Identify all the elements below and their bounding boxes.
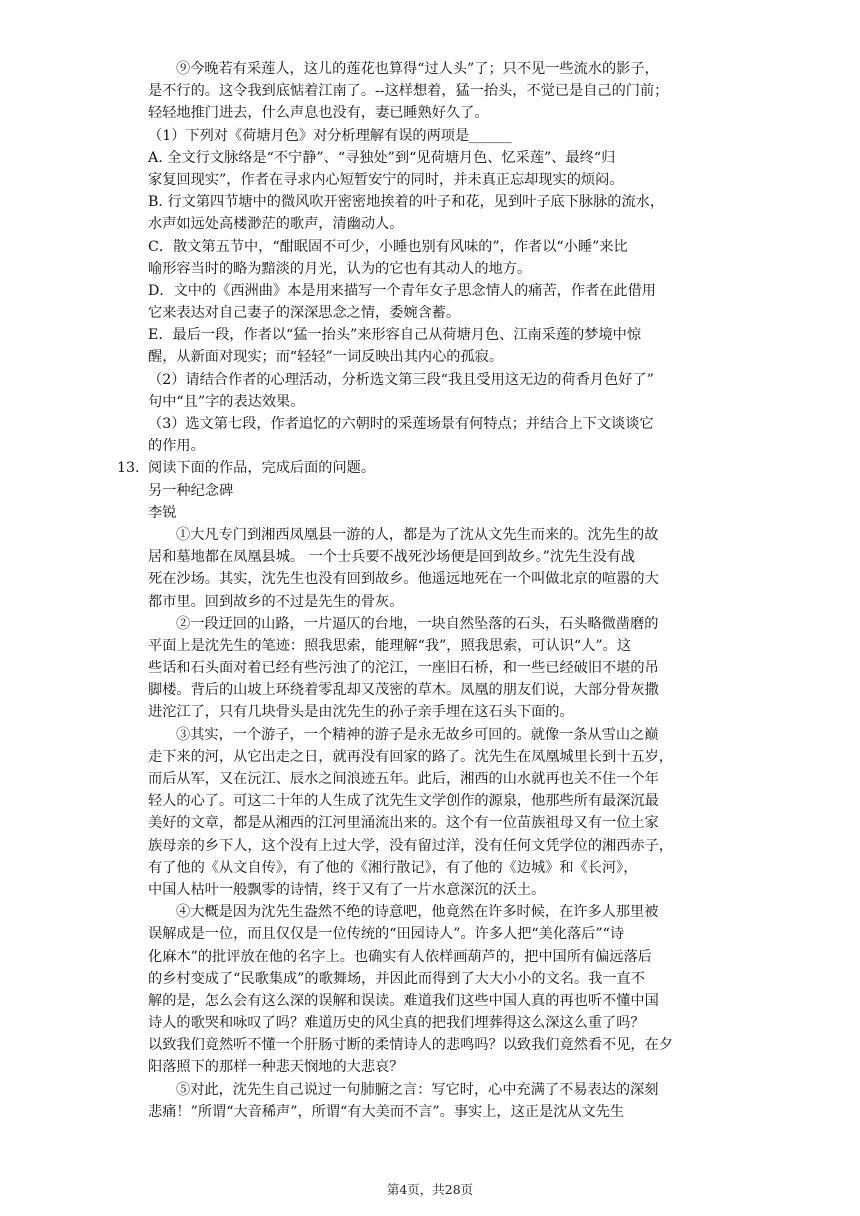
line-text: 化麻木”的批评放在他的名字上。也确实有人依样画葫芦的，把中国所有偏远落后 bbox=[148, 948, 652, 965]
line-text: ①大凡专门到湘西凤凰县一游的人，都是为了沈从文先生而来的。沈先生的故 bbox=[176, 526, 659, 543]
line-text: ④大概是因为沈先生盎然不绝的诗意吧，他竟然在许多时候，在许多人那里被 bbox=[176, 904, 659, 921]
line-text: 李锐 bbox=[148, 504, 177, 521]
line-text: 误解成是一位，而且仅仅是一位传统的“田园诗人”。许多人把“美化落后”“诗 bbox=[148, 926, 625, 943]
line-text: 中国人枯叶一般飘零的诗情，终于又有了一片水意深沉的沃土。 bbox=[148, 881, 546, 898]
text-line bbox=[148, 480, 714, 502]
text-line bbox=[148, 613, 714, 635]
text-line bbox=[148, 169, 714, 191]
text-line bbox=[148, 1101, 714, 1123]
line-text: 有了他的《从文自传》，有了他的《湘行散记》，有了他的《边城》和《长河》， bbox=[148, 859, 638, 876]
text-line bbox=[148, 724, 714, 746]
line-text: 阳落照下的那样一种悲天悯地的大悲哀？ bbox=[148, 1059, 404, 1076]
text-line bbox=[148, 768, 714, 790]
text-line bbox=[148, 701, 714, 723]
text-line bbox=[148, 835, 714, 857]
line-text: （2）请结合作者的心理活动，分析选文第三段“我且受用这无边的荷香月色好了” bbox=[148, 371, 654, 388]
line-text: （1）下列对《荷塘月色》对分析理解有误的两项是______ bbox=[148, 127, 512, 144]
text-line bbox=[148, 102, 714, 124]
text-line bbox=[148, 679, 714, 701]
line-text: 走下来的河，从它出走之日，就再没有回家的路了。沈先生在凤凰城里长到十五岁， bbox=[148, 748, 673, 765]
text-line bbox=[148, 1034, 714, 1056]
text-line bbox=[148, 80, 714, 102]
text-line bbox=[148, 58, 714, 80]
text-line bbox=[148, 879, 714, 901]
text-line bbox=[148, 990, 714, 1012]
text-line bbox=[148, 236, 714, 258]
text-line bbox=[148, 213, 714, 235]
line-text: 悲痛！”所谓“大音稀声”，所谓“有大美而不言”。事实上，这正是沈从文先生 bbox=[148, 1103, 625, 1120]
text-line bbox=[148, 635, 714, 657]
line-text: 平面上是沈先生的笔迹：照我思索，能理解“我”，照我思索，可认识“人”。这 bbox=[148, 637, 632, 654]
text-line bbox=[117, 457, 714, 479]
line-text: C．散文第五节中，“酣眠固不可少，小睡也别有风味的”，作者以“小睡”来比 bbox=[148, 238, 628, 255]
line-text: 它来表达对自己妻子的深深思念之情，委婉含蓄。 bbox=[148, 305, 461, 322]
text-line bbox=[148, 591, 714, 613]
line-text: 而后从军，又在沅江、辰水之间浪迹五年。此后，湘西的山水就再也关不住一个年 bbox=[148, 771, 659, 787]
line-text: 以致我们竟然听不懂一个肝肠寸断的柔情诗人的悲鸣吗？以致我们竟然看不见，在夕 bbox=[148, 1037, 673, 1054]
text-line bbox=[148, 812, 714, 834]
text-line bbox=[148, 946, 714, 968]
line-text: ⑨今晚若有采莲人，这儿的莲花也算得“过人头”了；只不见一些流水的影子， bbox=[176, 61, 659, 77]
line-text: 死在沙场。其实，沈先生也没有回到故乡。他遥远地死在一个叫做北京的喧嚣的大 bbox=[148, 571, 659, 588]
line-text: 轻人的心了。可这二十年的人生成了沈先生文学创作的源泉，他那些所有最深沉最 bbox=[148, 793, 659, 810]
line-text: （3）选文第七段，作者追忆的六朝时的采莲场景有何特点；并结合上下文谈谈它 bbox=[148, 416, 654, 432]
page-footer: 第4页，共28页 bbox=[386, 1182, 474, 1197]
line-text: 句中“且”字的表达效果。 bbox=[148, 393, 305, 410]
text-line bbox=[148, 857, 714, 879]
line-text: 些话和石头面对着已经有些污浊了的沱江，一座旧石桥，和一些已经破旧不堪的吊 bbox=[148, 660, 659, 677]
question-number: 13. bbox=[117, 460, 140, 477]
line-text: 另一种纪念碑 bbox=[148, 482, 234, 499]
text-line bbox=[148, 1079, 714, 1101]
text-line bbox=[148, 524, 714, 546]
line-text: 的乡村变成了“民歌集成”的歌舞场，并因此而得到了大大小小的文名。我一直不 bbox=[148, 970, 645, 987]
line-text: A. 全文行文脉络是“不宁静”、“寻独处”到“见荷塘月色、忆采莲”、最终“归 bbox=[148, 149, 616, 166]
text-line bbox=[148, 191, 714, 213]
text-line bbox=[148, 369, 714, 391]
line-text: ③其实，一个游子，一个精神的游子是永无故乡可回的。就像一条从雪山之巅 bbox=[176, 726, 659, 743]
line-text: 喻形容当时的略为黯淡的月光，认为的它也有其动人的地方。 bbox=[148, 260, 532, 277]
text-line bbox=[148, 435, 714, 457]
text-line bbox=[148, 324, 714, 346]
text-line bbox=[148, 746, 714, 768]
text-line bbox=[148, 258, 714, 280]
line-text: 族母亲的乡下人，这个没有上过大学，没有留过洋，没有任何文凭学位的湘西赤子， bbox=[148, 837, 673, 854]
text-line bbox=[148, 923, 714, 945]
line-text: 轻轻地推门进去，什么声息也没有，妻已睡熟好久了。 bbox=[148, 105, 489, 122]
line-text: 阅读下面的作品，完成后面的问题。 bbox=[148, 460, 376, 477]
line-text: 家复回现实”，作者在寻求内心短暂安宁的同时，并未真正忘却现实的烦闷。 bbox=[148, 171, 624, 188]
text-line bbox=[148, 968, 714, 990]
line-text: D．文中的《西洲曲》本是用来描写一个青年女子思念情人的痛苦，作者在此借用 bbox=[148, 282, 656, 299]
text-line bbox=[148, 346, 714, 368]
text-line bbox=[148, 302, 714, 324]
document-body bbox=[117, 58, 714, 1123]
text-line bbox=[148, 147, 714, 169]
line-text: 都市里。回到故乡的不过是先生的骨灰。 bbox=[148, 593, 404, 610]
text-line bbox=[148, 901, 714, 923]
line-text: 居和墓地都在凤凰县城。 一个士兵要不战死沙场便是回到故乡。”沈先生没有战 bbox=[148, 549, 636, 566]
line-text: 解的是，怎么会有这么深的误解和误读。难道我们这些中国人真的再也听不懂中国 bbox=[148, 992, 659, 1009]
line-text: ②一段迂回的山路，一片逼仄的台地，一块自然坠落的石头，石头略微凿磨的 bbox=[176, 615, 659, 632]
line-text: 诗人的歌哭和咏叹了吗？难道历史的风尘真的把我们埋葬得这么深这么重了吗？ bbox=[148, 1015, 645, 1032]
text-line bbox=[148, 280, 714, 302]
line-text: 美好的文章，都是从湘西的江河里涌流出来的。这个有一位苗族祖母又有一位土家 bbox=[148, 815, 659, 832]
line-text: 的作用。 bbox=[148, 438, 205, 455]
line-text: 醒，从新面对现实；而“轻轻”一词反映出其内心的孤寂。 bbox=[148, 349, 504, 366]
text-line bbox=[148, 657, 714, 679]
text-line bbox=[148, 1012, 714, 1034]
line-text: 进沱江了，只有几块骨头是由沈先生的孙子亲手埋在这石头下面的。 bbox=[148, 704, 574, 721]
line-text: B. 行文第四节塘中的微风吹开密密地挨着的叶子和花，见到叶子底下脉脉的流水， bbox=[148, 194, 665, 211]
line-text: E．最后一段，作者以“猛一抬头”来形容自己从荷塘月色、江南采莲的梦境中惊 bbox=[148, 327, 642, 344]
text-line bbox=[148, 502, 714, 524]
text-line bbox=[148, 790, 714, 812]
text-line bbox=[148, 125, 714, 147]
line-text: 水声如远处高楼渺茫的歌声，清幽动人。 bbox=[148, 216, 404, 233]
line-text: 脚楼。背后的山坡上环绕着零乱却又茂密的草木。凤凰的朋友们说，大部分骨灰撒 bbox=[148, 682, 659, 699]
text-line bbox=[148, 568, 714, 590]
line-text: 是不行的。这令我到底惦着江南了。--这样想着，猛一抬头，不觉已是自己的门前； bbox=[148, 83, 669, 100]
text-line bbox=[148, 1056, 714, 1078]
text-line bbox=[148, 413, 714, 435]
line-text: ⑤对此，沈先生自己说过一句肺腑之言：写它时，心中充满了不易表达的深刻 bbox=[176, 1081, 659, 1098]
text-line bbox=[148, 546, 714, 568]
text-line bbox=[148, 391, 714, 413]
